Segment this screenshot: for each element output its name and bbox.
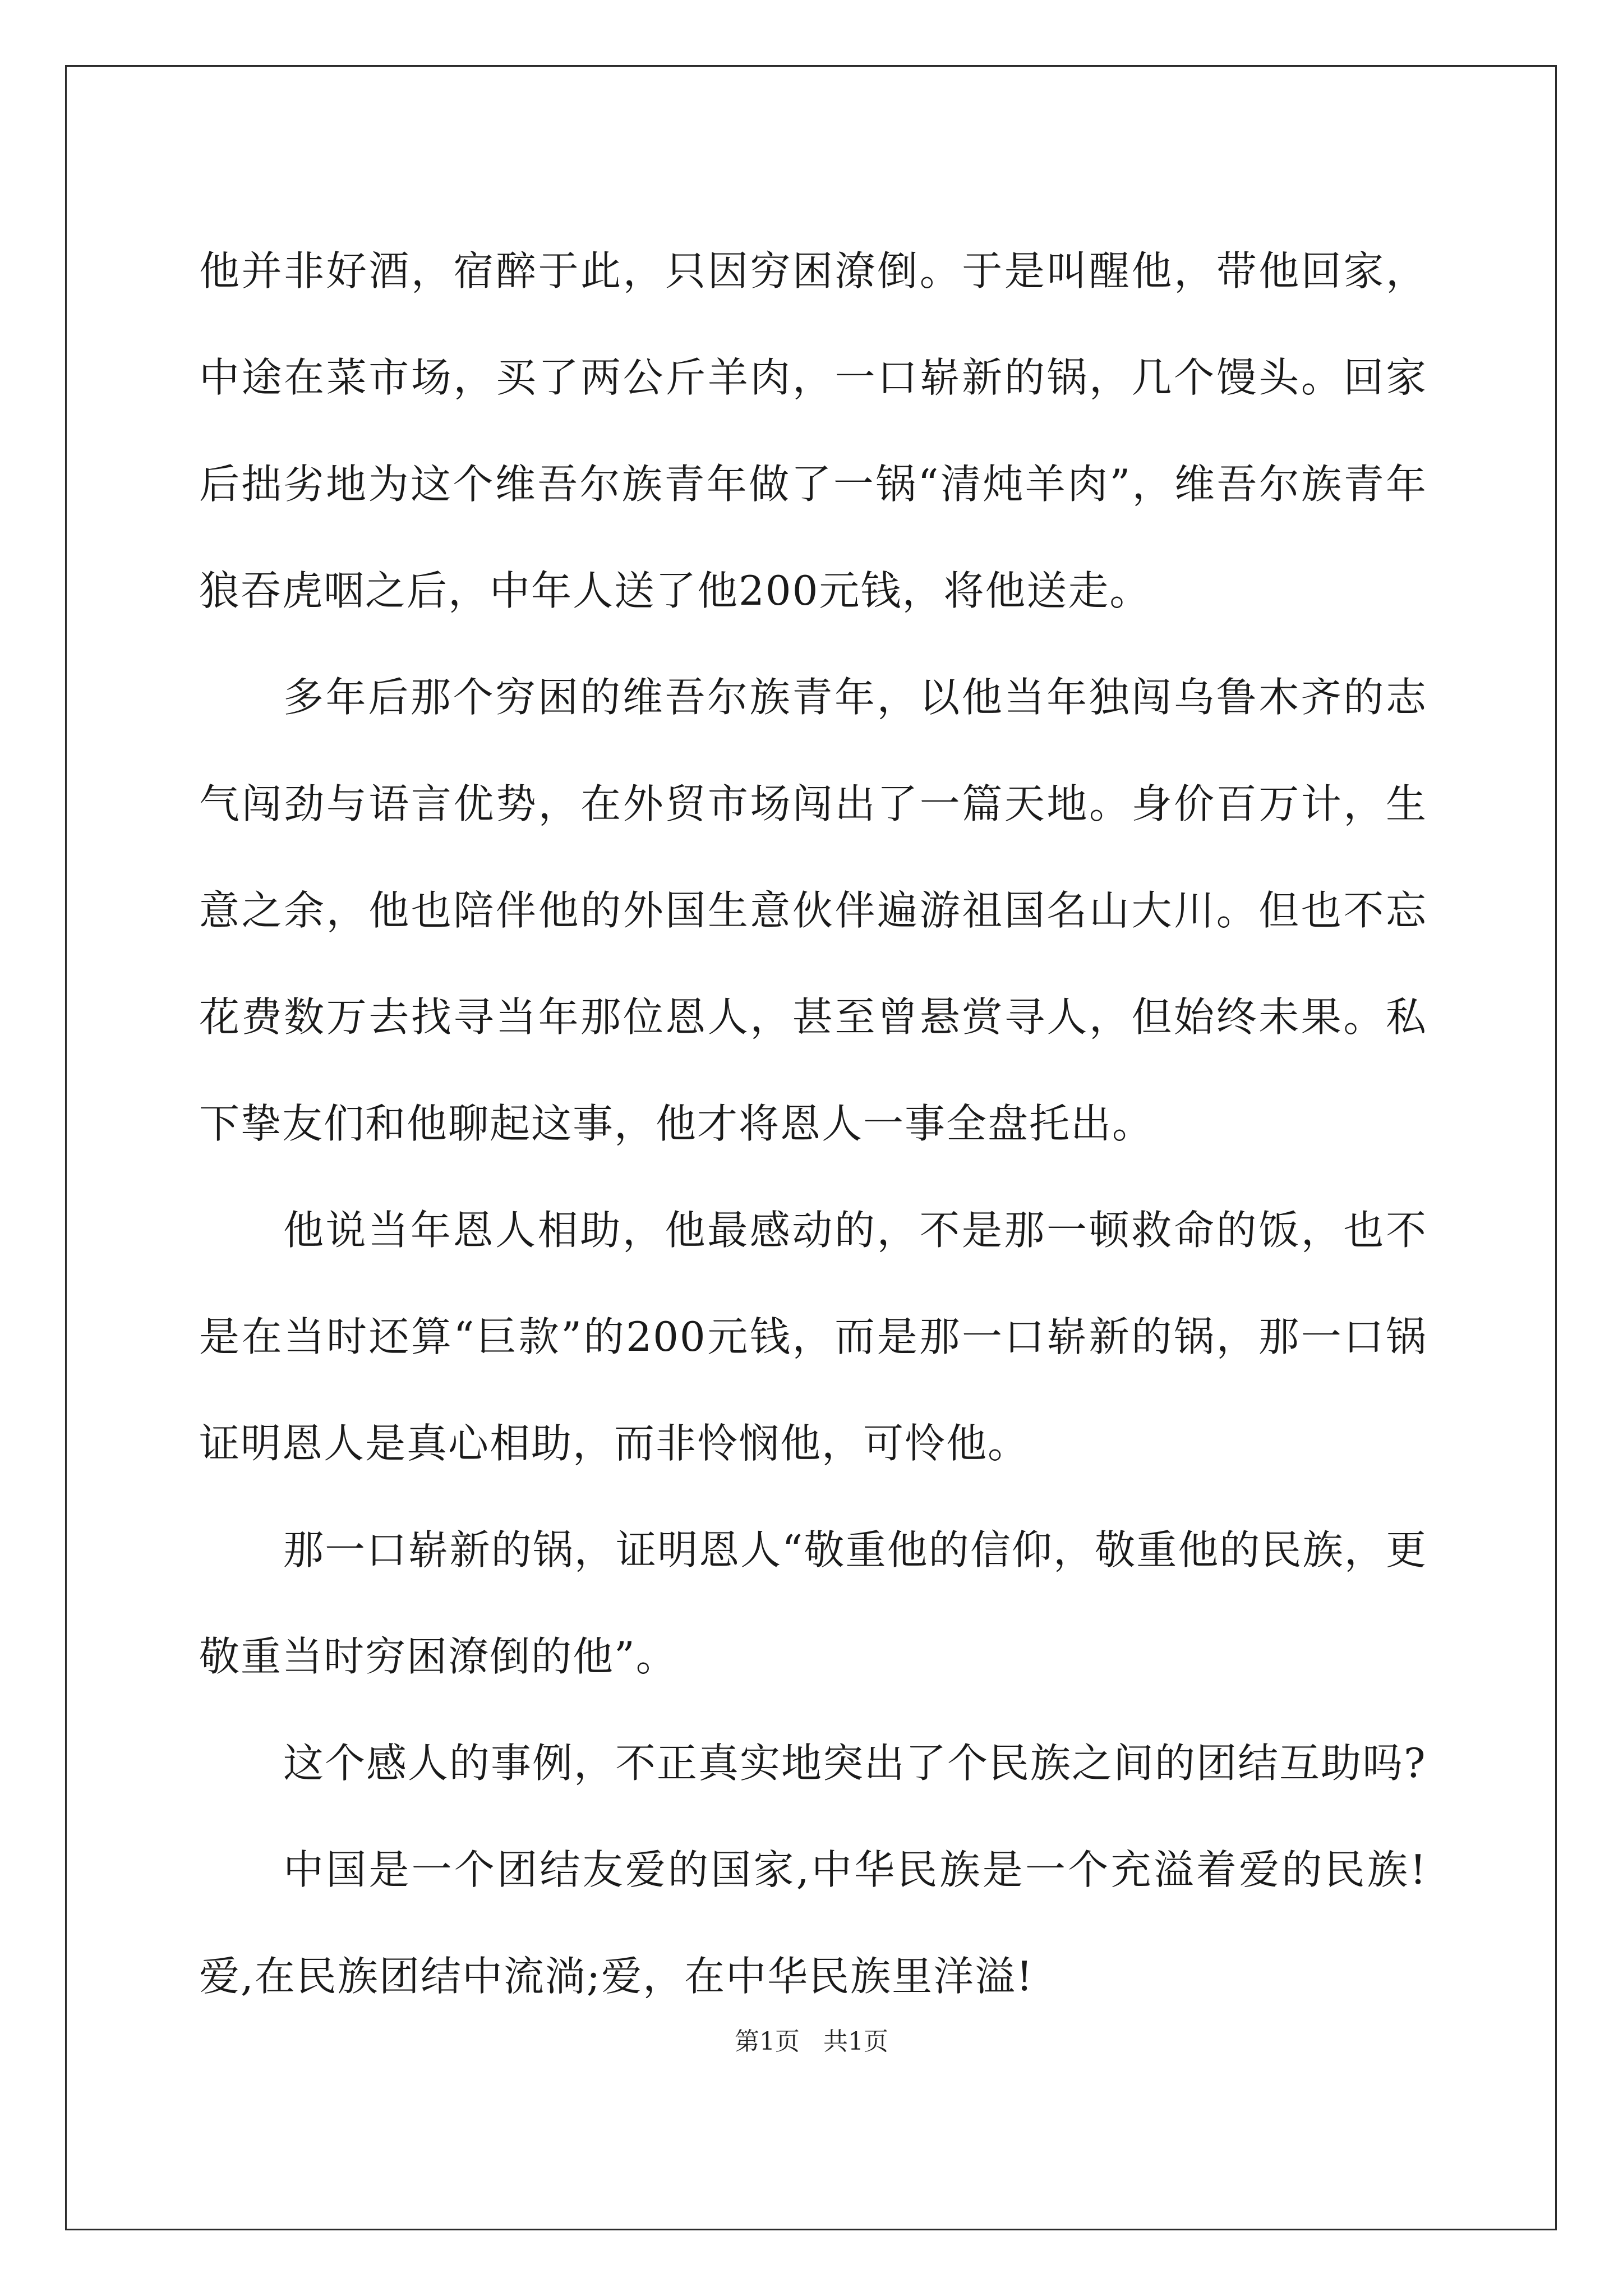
paragraph-1: 他并非好酒，宿醉于此，只因穷困潦倒。于是叫醒他，带他回家，中途在菜市场，买了两公斤羊肉，一口崭新的锅，几个馒头。回家后拙劣地为这个维吾尔族青年做了一锅“清炖羊肉”，维吾尔族青年狼吞虎咽之后，中年人送了他200元钱，将他送走。 <box>199 247 1427 614</box>
paragraph-4: 那一口崭新的锅，证明恩人“敬重他的信仰，敬重他的民族，更敬重当时穷困潦倒的他”。 <box>199 1526 1427 1680</box>
document-body <box>199 218 1427 2030</box>
paragraph-2: 多年后那个穷困的维吾尔族青年，以他当年独闯乌鲁木齐的志气闯劲与语言优势，在外贸市场闯出了一篇天地。身价百万计，生意之余，他也陪伴他的外国生意伙伴遍游祖国名山大川。但也不忘花费数万去找寻当年那位恩人，甚至曾悬赏寻人，但始终未果。私下挚友们和他聊起这事，他才将恩人一事全盘托出。 <box>199 674 1427 1147</box>
paragraph-6: 中国是一个团结友爱的国家,中华民族是一个充溢着爱的民族!爱,在民族团结中流淌;爱，在中华民族里洋溢! <box>199 1846 1427 2000</box>
paragraph-3: 他说当年恩人相助，他最感动的，不是那一顿救命的饭，也不是在当时还算“巨款”的200元钱，而是那一口崭新的锅，那一口锅证明恩人是真心相助，而非怜悯他，可怜他。 <box>199 1207 1427 1467</box>
page-footer: 第1页 共1页 <box>735 2027 888 2056</box>
paragraph-5: 这个感人的事例，不正真实地突出了个民族之间的团结互助吗? <box>283 1740 1427 1787</box>
